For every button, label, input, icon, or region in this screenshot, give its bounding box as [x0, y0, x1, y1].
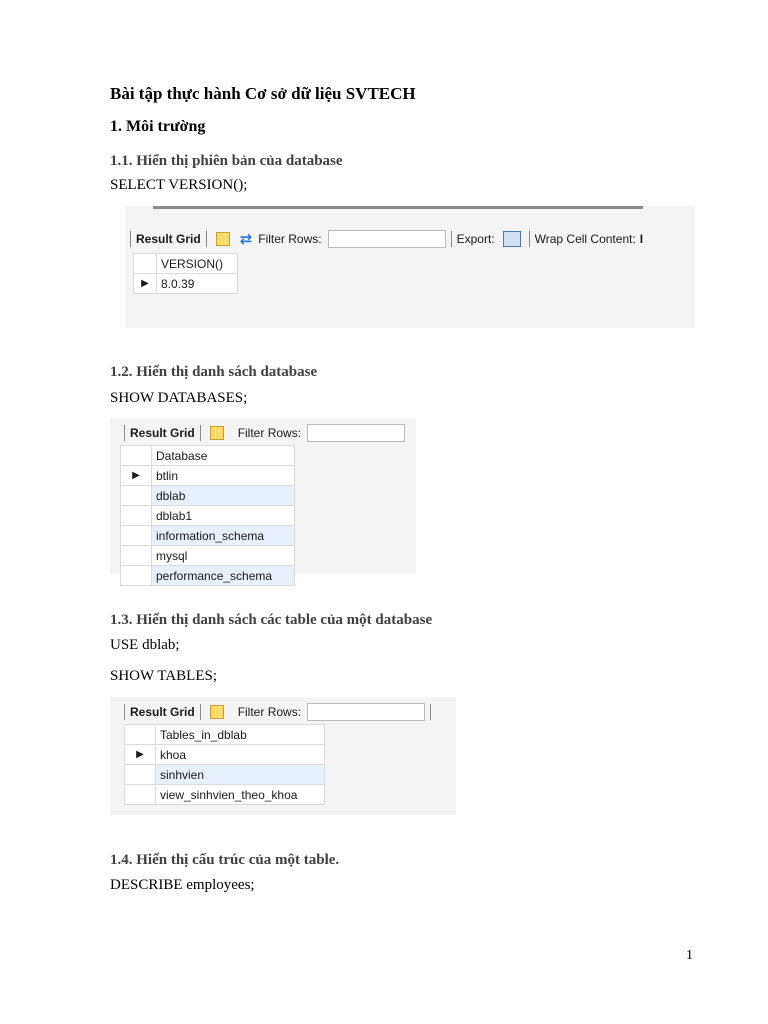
result-toolbar [110, 422, 416, 444]
toolbar-separator [124, 425, 125, 441]
table-cell[interactable]: 8.0.39 [157, 274, 238, 294]
row-gutter [121, 506, 152, 526]
export-label: Export: [456, 232, 495, 246]
table-cell[interactable]: khoa [156, 745, 325, 765]
toolbar-separator [200, 704, 201, 720]
result-table-databases [120, 445, 295, 586]
query-show-databases: SHOW DATABASES; [110, 390, 248, 406]
column-header[interactable]: Tables_in_dblab [156, 725, 325, 745]
result-panel-version [125, 206, 695, 328]
toolbar-separator [124, 704, 125, 720]
row-gutter [121, 446, 152, 466]
table-cell[interactable]: sinhvien [156, 765, 325, 785]
result-toolbar [110, 701, 456, 723]
row-pointer-icon: ▶ [134, 274, 157, 294]
result-grid-tab[interactable]: Result Grid [130, 705, 195, 719]
table-cell[interactable]: information_schema [152, 526, 295, 546]
toolbar-separator [430, 704, 431, 720]
table-cell[interactable]: mysql [152, 546, 295, 566]
heading-1-3: 1.3. Hiển thị danh sách các table của một database [110, 612, 433, 628]
query-use-dblab: USE dblab; [110, 637, 180, 653]
heading-1-4: 1.4. Hiển thị cấu trúc của một table. [110, 852, 340, 868]
row-pointer-icon: ▶ [125, 745, 156, 765]
table-cell[interactable]: dblab [152, 486, 295, 506]
column-header[interactable]: Database [152, 446, 295, 466]
export-icon[interactable] [503, 231, 521, 247]
filter-rows-label: Filter Rows: [237, 426, 302, 440]
row-gutter [134, 254, 157, 274]
row-gutter [125, 765, 156, 785]
filter-rows-input[interactable] [328, 230, 446, 248]
result-grid-tab[interactable]: Result Grid [136, 232, 201, 246]
heading-1-1: 1.1. Hiển thị phiên bản của database [110, 153, 343, 169]
query-version: SELECT VERSION(); [110, 177, 248, 193]
result-grid-icon[interactable] [216, 232, 230, 246]
result-grid-icon[interactable] [210, 705, 224, 719]
column-header[interactable]: VERSION() [157, 254, 238, 274]
result-toolbar [125, 228, 695, 250]
filter-rows-input[interactable] [307, 424, 405, 442]
row-gutter [125, 725, 156, 745]
toolbar-separator [451, 231, 452, 247]
table-cell[interactable]: performance_schema [152, 566, 295, 586]
result-grid-icon[interactable] [210, 426, 224, 440]
row-gutter [125, 785, 156, 805]
result-table-version [133, 253, 238, 294]
row-gutter [121, 526, 152, 546]
result-grid-tab[interactable]: Result Grid [130, 426, 195, 440]
toolbar-separator [529, 231, 530, 247]
page-number: 1 [686, 948, 693, 963]
result-table-tables [124, 724, 325, 805]
panel-top-border [153, 206, 643, 209]
result-panel-tables [110, 697, 456, 815]
filter-rows-input[interactable] [307, 703, 425, 721]
row-gutter [121, 546, 152, 566]
document-title: Bài tập thực hành Cơ sở dữ liệu SVTECH [110, 84, 416, 103]
row-pointer-icon: ▶ [121, 466, 152, 486]
filter-rows-label: Filter Rows: [258, 232, 322, 246]
query-show-tables: SHOW TABLES; [110, 668, 218, 684]
row-gutter [121, 566, 152, 586]
result-panel-databases [110, 418, 416, 583]
filter-rows-label: Filter Rows: [237, 705, 302, 719]
table-cell[interactable]: dblab1 [152, 506, 295, 526]
query-describe-employees: DESCRIBE employees; [110, 877, 255, 893]
toolbar-separator [130, 231, 131, 247]
wrap-cell-label: Wrap Cell Content: [534, 232, 636, 246]
row-gutter [121, 486, 152, 506]
refresh-icon[interactable]: ⇄ [239, 231, 253, 248]
wrap-cell-icon[interactable]: I [639, 232, 644, 246]
toolbar-separator [200, 425, 201, 441]
table-cell[interactable]: view_sinhvien_theo_khoa [156, 785, 325, 805]
toolbar-separator [206, 231, 207, 247]
table-cell[interactable]: btlin [152, 466, 295, 486]
section-heading-1: 1. Môi trường [110, 118, 206, 135]
heading-1-2: 1.2. Hiển thị danh sách database [110, 364, 318, 380]
